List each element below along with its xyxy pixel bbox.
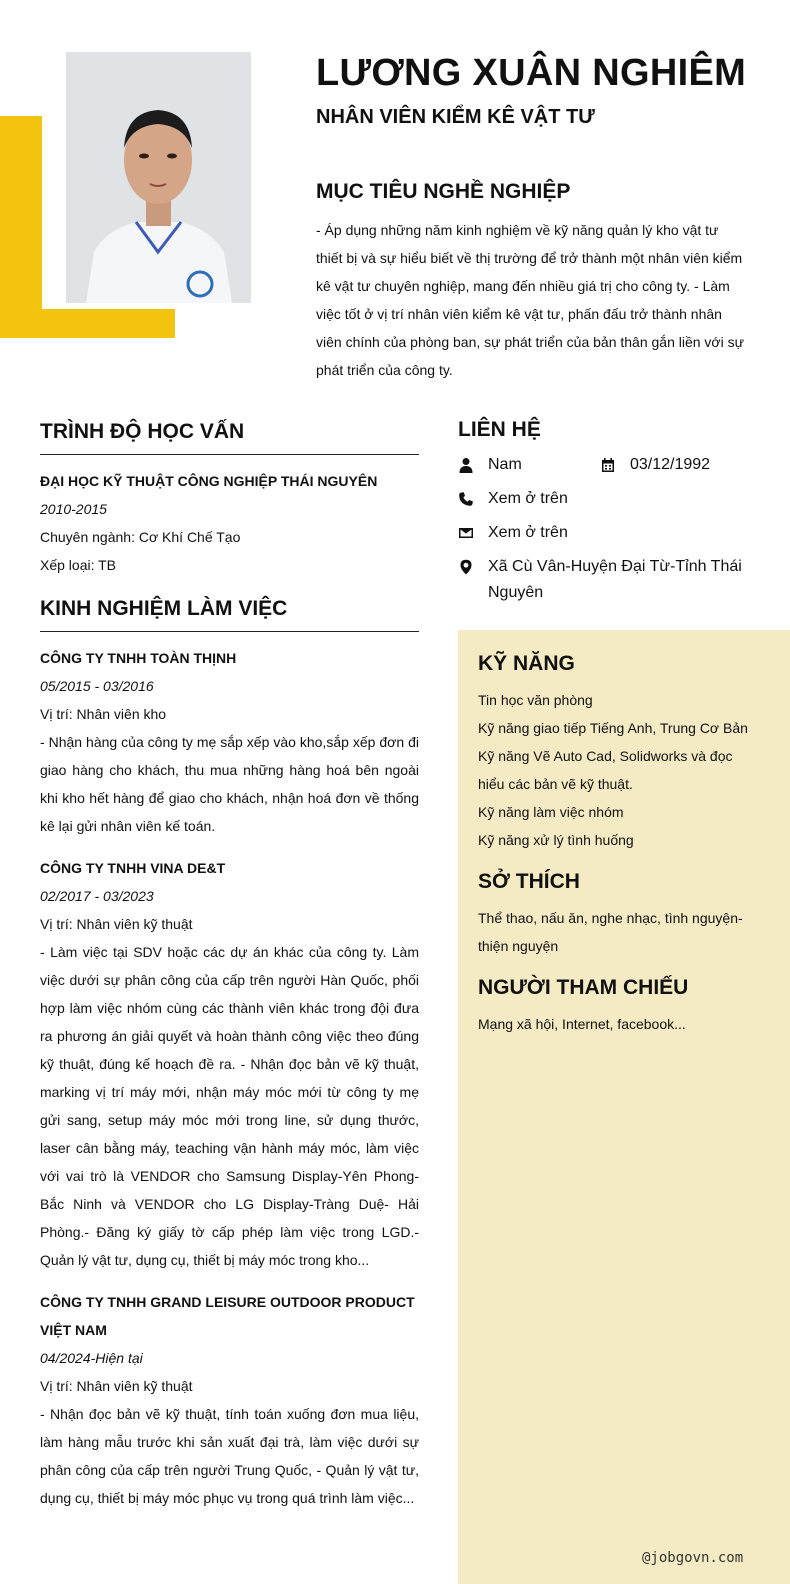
candidate-name: LƯƠNG XUÂN NGHIÊM — [316, 52, 747, 94]
candidate-position: NHÂN VIÊN KIỂM KÊ VẬT TƯ — [316, 106, 595, 128]
calendar-icon — [600, 452, 630, 478]
contact-birthday-value: 03/12/1992 — [630, 456, 711, 473]
experience-company: CÔNG TY TNHH TOÀN THỊNH — [40, 650, 237, 666]
references-section — [478, 976, 748, 1038]
experience-period: 05/2015 - 03/2016 — [40, 678, 154, 694]
objective-text: - Áp dụng những năm kinh nghiệm về kỹ năng quản lý kho vật tư thiết bị và sự hiểu biết về thị trường để trở thành một nhân viên kiểm kê vật tư chuyên nghiệp, mang đến nhiều giá trị cho công ty. - Làm việc tốt ở vị trí nhân viên kiểm kê vật tư, phấn đấu trở thành nhân viên chính của phòng ban, sự phát triển của bản thân gắn liền với sự phát triển của công ty. — [316, 222, 744, 378]
contact-phone-value[interactable]: Xem ở trên — [488, 490, 568, 507]
education-grade: Xếp loại: TB — [40, 557, 117, 573]
skill-item: Tin học văn phòng — [478, 692, 593, 708]
skill-item: Kỹ năng Vẽ Auto Cad, Solidworks và đọc hiểu các bản vẽ kỹ thuật. — [478, 748, 733, 792]
contact-address — [458, 554, 758, 606]
location-pin-icon — [458, 554, 488, 580]
hobbies-text: Thể thao, nấu ăn, nghe nhạc, tình nguyện-thiện nguyện — [478, 910, 743, 954]
contact-phone[interactable] — [458, 486, 568, 512]
portrait-illustration — [66, 52, 251, 303]
experience-item — [40, 644, 419, 840]
skill-item: Kỹ năng giao tiếp Tiếng Anh, Trung Cơ Bản — [478, 720, 748, 736]
left-column — [40, 420, 419, 1526]
contact-title: LIÊN HỆ — [458, 418, 541, 441]
experience-role: Vị trí: Nhân viên kho — [40, 706, 167, 722]
contact-gender — [458, 452, 522, 478]
experience-role: Vị trí: Nhân viên kỹ thuật — [40, 1378, 193, 1394]
experience-period: 04/2024-Hiện tại — [40, 1350, 143, 1366]
education-major: Chuyên ngành: Cơ Khí Chế Tạo — [40, 529, 241, 545]
experience-description: - Làm việc tại SDV hoặc các dự án khác của công ty. Làm việc dưới sự phân công của cấp trên người Hàn Quốc, phối hợp làm việc nhóm cùng các thành viên khác trong đội đưa ra phương án giải quyết và hoàn thành công việc theo đúng kỹ thuật, đúng kế hoạch đề ra. - Nhận đọc bản vẽ kỹ thuật, marking vị trí máy mới, nhận máy móc mới từ công ty mẹ gửi sang, setup máy móc mới trong line, sử dụng thước, laser cân bằng máy, teaching vận hành máy móc, làm việc với vai trò là VENDOR cho Samsung Display-Yên Phong-Bắc Ninh và VENDOR cho LG Display-Tràng Duệ- Hải Phòng.- Đăng ký giấy tờ cấp phép làm việc trong LGD.- Quản lý vật tư, dụng cụ, thiết bị máy móc trong kho... — [40, 944, 419, 1268]
contact-address-value: Xã Cù Vân-Huyện Đại Từ-Tỉnh Thái Nguyên — [488, 558, 742, 601]
experience-company: CÔNG TY TNHH VINA DE&T — [40, 860, 226, 876]
contact-gender-value: Nam — [488, 456, 522, 473]
hobbies-section — [478, 870, 748, 960]
contact-birthday — [600, 452, 710, 478]
skill-item: Kỹ năng xử lý tình huống — [478, 832, 634, 848]
experience-item — [40, 1288, 419, 1512]
contact-email-value[interactable]: Xem ở trên — [488, 524, 568, 541]
skill-item: Kỹ năng làm việc nhóm — [478, 804, 624, 820]
experience-company: CÔNG TY TNHH GRAND LEISURE OUTDOOR PRODUCT VIỆT NAM — [40, 1294, 415, 1338]
education-title: TRÌNH ĐỘ HỌC VẤN — [40, 420, 419, 455]
education-school: ĐẠI HỌC KỸ THUẬT CÔNG NGHIỆP THÁI NGUYÊN — [40, 473, 378, 489]
experience-item — [40, 854, 419, 1274]
mail-icon — [458, 520, 488, 546]
references-title: NGƯỜI THAM CHIẾU — [478, 976, 689, 999]
experience-period: 02/2017 - 03/2023 — [40, 888, 154, 904]
skills-title: KỸ NĂNG — [478, 652, 575, 675]
experience-description: - Nhận hàng của công ty mẹ sắp xếp vào kho,sắp xếp đơn đi giao hàng cho khách, thu mua những hàng hoá bên ngoài khi kho hết hàng để giao cho khách, nhận hoá đơn về thống kê lại gửi nhân viên kế toán. — [40, 734, 419, 834]
hobbies-title: SỞ THÍCH — [478, 870, 580, 893]
objective-title: MỤC TIÊU NGHỀ NGHIỆP — [316, 180, 571, 203]
sidebar-panel — [458, 630, 790, 1584]
site-watermark: @jobgovn.com — [642, 1550, 744, 1566]
person-icon — [458, 452, 488, 478]
experience-title: KINH NGHIỆM LÀM VIỆC — [40, 597, 419, 632]
phone-icon — [458, 486, 488, 512]
references-text: Mạng xã hội, Internet, facebook... — [478, 1016, 686, 1032]
profile-photo — [66, 52, 251, 303]
experience-description: - Nhận đọc bản vẽ kỹ thuật, tính toán xuống đơn mua liệu, làm hàng mẫu trước khi sản xuất đại trà, làm việc dưới sự phân công của cấp trên người Trung Quốc, - Quản lý vật tư, dụng cụ, thiết bị máy móc phục vụ trong quá trình làm việc... — [40, 1406, 419, 1506]
contact-email[interactable] — [458, 520, 568, 546]
experience-role: Vị trí: Nhân viên kỹ thuật — [40, 916, 193, 932]
education-years: 2010-2015 — [40, 501, 107, 517]
skills-section — [478, 652, 748, 854]
